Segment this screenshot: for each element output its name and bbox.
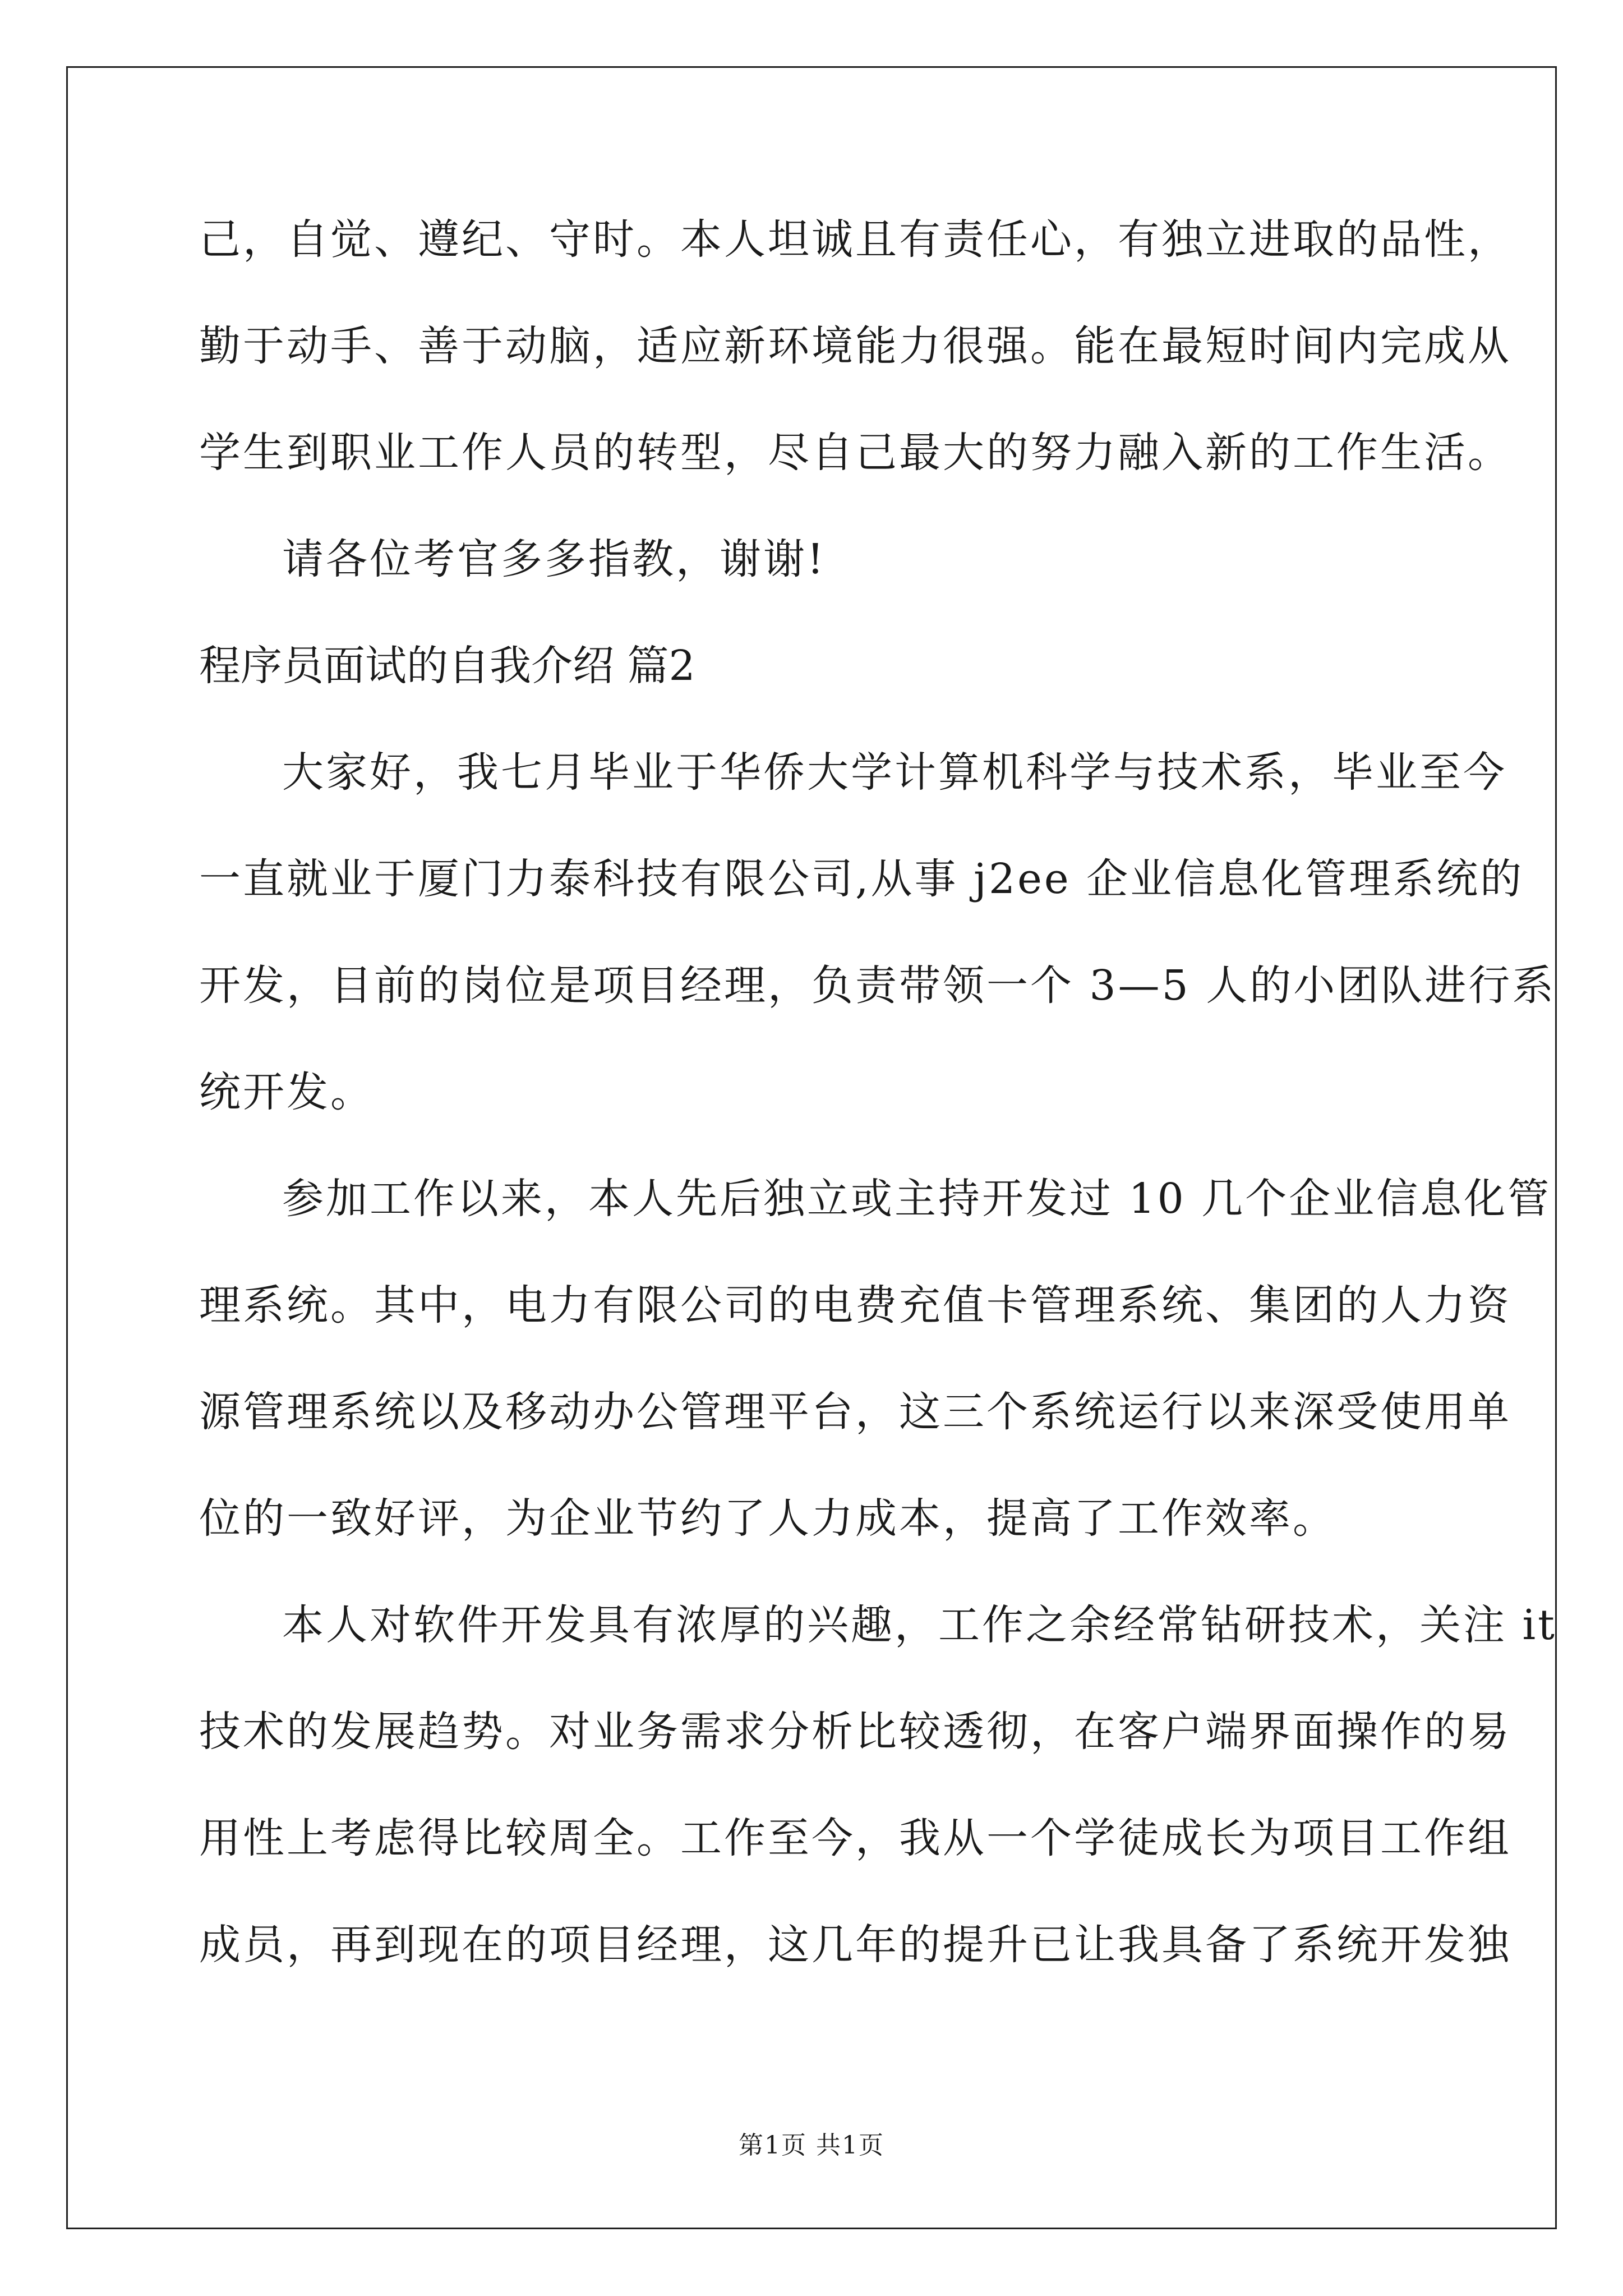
text-line: 请各位考官多多指教，谢谢! [282, 535, 826, 583]
text-line: 己，自觉、遵纪、守时。本人坦诚且有责任心，有独立进取的品性， [199, 215, 1511, 264]
section-heading: 程序员面试的自我介绍 篇2 [199, 642, 695, 690]
text-line: 用性上考虑得比较周全。工作至今，我从一个学徒成长为项目工作组 [199, 1814, 1511, 1862]
text-line: 成员，再到现在的项目经理，这几年的提升已让我具备了系统开发独 [199, 1921, 1511, 1969]
document-body [199, 213, 1557, 1971]
text-line: 源管理系统以及移动办公管理平台，这三个系统运行以来深受使用单 [199, 1388, 1511, 1436]
text-line: 统开发。 [199, 1068, 374, 1116]
text-line: 参加工作以来，本人先后独立或主持开发过 10 几个企业信息化管 [282, 1175, 1552, 1223]
text-line: 学生到职业工作人员的转型，尽自己最大的努力融入新的工作生活。 [199, 429, 1511, 477]
text-line: 一直就业于厦门力泰科技有限公司,从事 j2ee 企业信息化管理系统的 [199, 855, 1524, 903]
text-line: 大家好，我七月毕业于华侨大学计算机科学与技术系，毕业至今 [282, 748, 1507, 797]
page-footer: 第1页 共1页 [739, 2131, 884, 2160]
text-line: 位的一致好评，为企业节约了人力成本，提高了工作效率。 [199, 1494, 1336, 1543]
text-line: 开发，目前的岗位是项目经理，负责带领一个 3—5 人的小团队进行系 [199, 961, 1556, 1010]
text-line: 勤于动手、善于动脑，适应新环境能力很强。能在最短时间内完成从 [199, 322, 1511, 370]
text-line: 理系统。其中，电力有限公司的电费充值卡管理系统、集团的人力资 [199, 1281, 1511, 1329]
text-line: 技术的发展趋势。对业务需求分析比较透彻，在客户端界面操作的易 [199, 1708, 1511, 1756]
text-line: 本人对软件开发具有浓厚的兴趣，工作之余经常钻研技术，关注 it [282, 1601, 1557, 1649]
